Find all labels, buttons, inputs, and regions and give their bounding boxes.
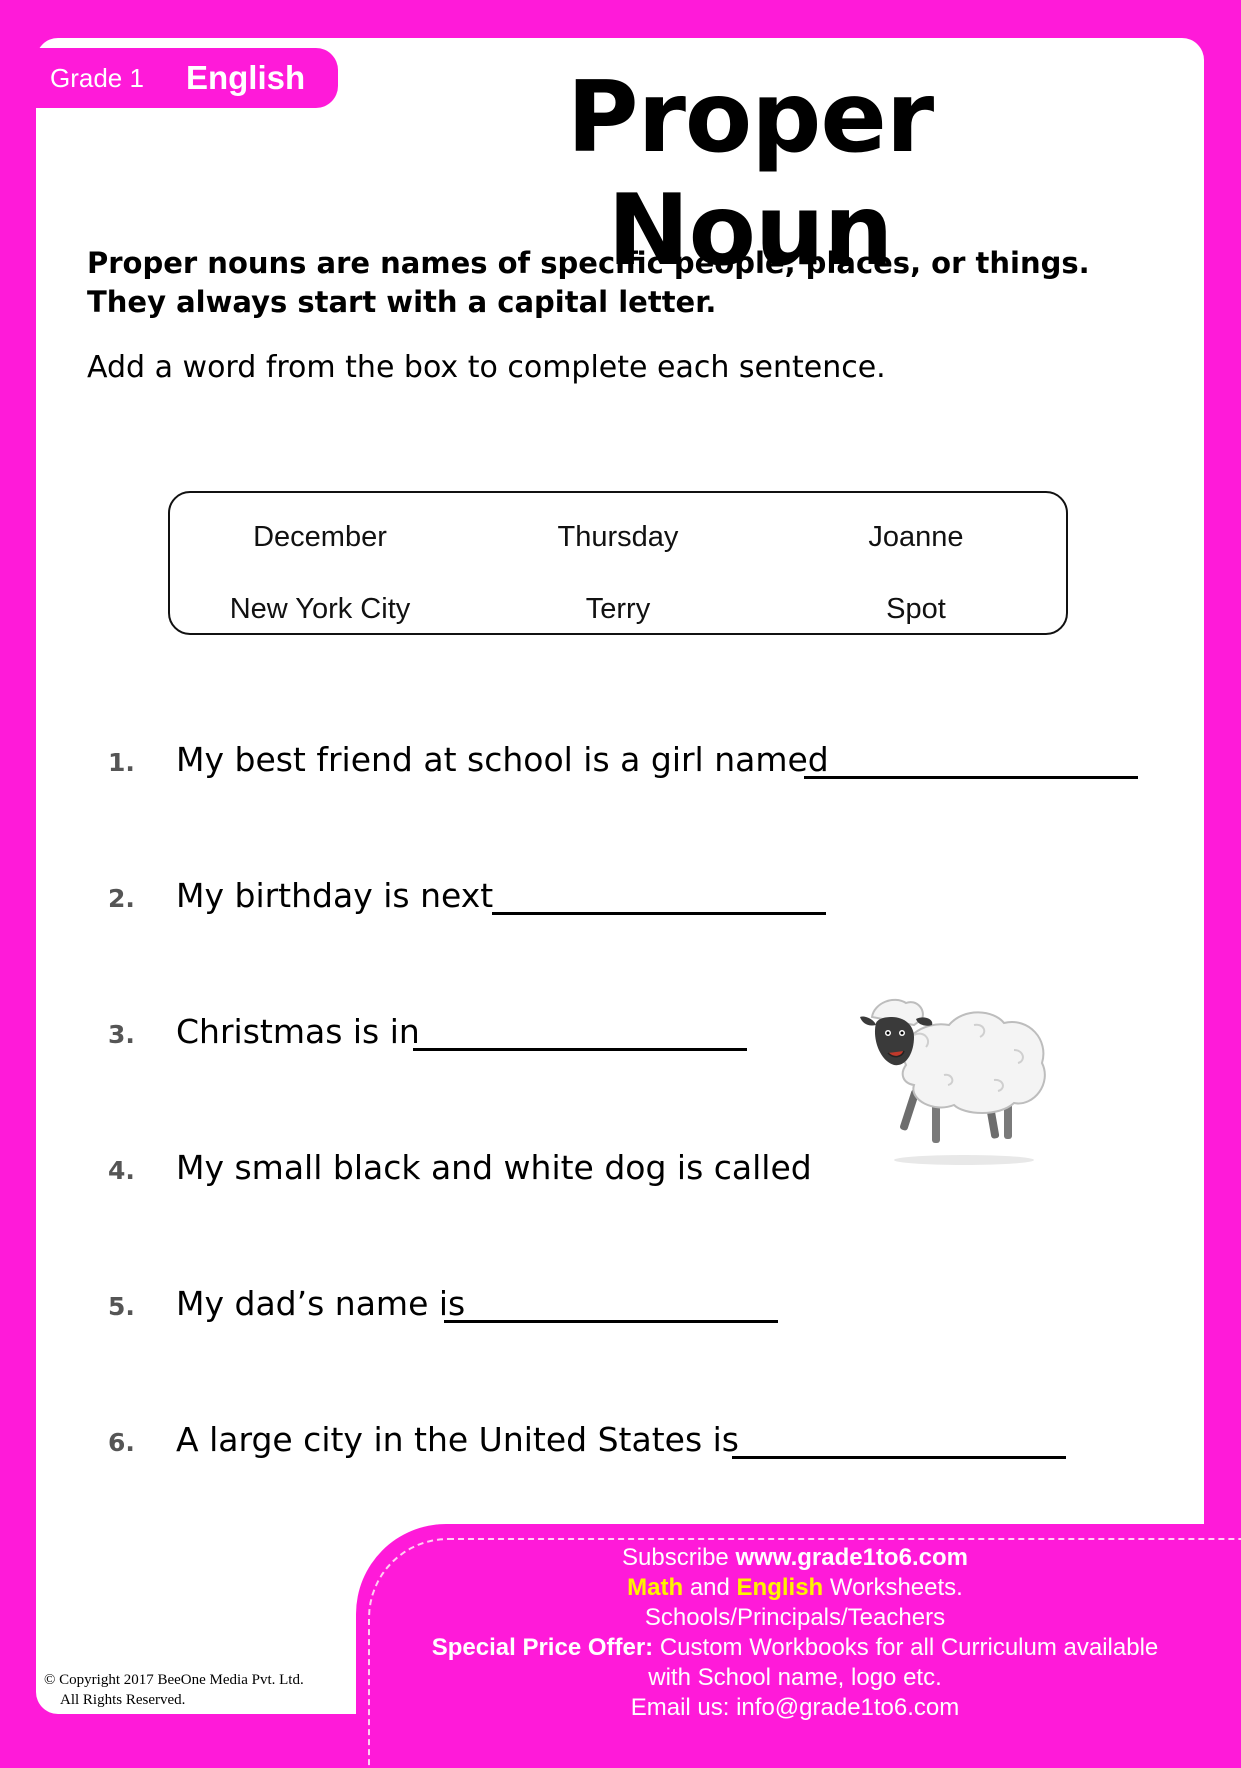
- sheep-icon: [854, 995, 1054, 1165]
- word-option: Joanne: [868, 521, 964, 553]
- word-option: Thursday: [557, 521, 679, 553]
- footer-promo: [380, 1543, 1210, 1723]
- word-box: [168, 491, 1068, 635]
- website-link[interactable]: www.grade1to6.com: [735, 1544, 968, 1571]
- definition-line-2: They always start with a capital letter.: [87, 285, 717, 319]
- question-number: 3.: [108, 1020, 135, 1049]
- subscribe-label: Subscribe: [622, 1544, 729, 1571]
- offer-label: Special Price Offer:: [431, 1634, 654, 1661]
- footer-worksheets-line: [380, 1573, 1210, 1603]
- question-text: A large city in the United States is: [176, 1420, 739, 1459]
- copyright-line-2: All Rights Reserved.: [60, 1692, 186, 1708]
- math-label: Math: [627, 1574, 684, 1601]
- instruction-text: Add a word from the box to complete each sentence.: [87, 350, 886, 385]
- subject-label: English: [185, 59, 306, 96]
- english-label: English: [736, 1574, 824, 1601]
- offer-text: Custom Workbooks for all Curriculum available: [659, 1634, 1159, 1661]
- word-option: Terry: [585, 593, 651, 625]
- and-label: and: [689, 1574, 730, 1601]
- audience-line: Schools/Principals/Teachers: [644, 1604, 946, 1631]
- copyright-line-1: © Copyright 2017 BeeOne Media Pvt. Ltd.: [44, 1672, 304, 1688]
- answer-blank[interactable]: [804, 776, 1138, 779]
- offer-line: [380, 1633, 1210, 1663]
- answer-blank[interactable]: [444, 1320, 778, 1323]
- email-line[interactable]: Email us: info@grade1to6.com: [630, 1694, 960, 1721]
- question-text: Christmas is in: [176, 1012, 420, 1051]
- question-text: My best friend at school is a girl named: [176, 740, 829, 779]
- question-number: 4.: [108, 1156, 135, 1185]
- grade-label: Grade 1: [50, 62, 144, 93]
- question-number: 5.: [108, 1292, 135, 1321]
- question-number: 6.: [108, 1428, 135, 1457]
- definition-line-1: Proper nouns are names of specific people, places, or things.: [87, 246, 1090, 280]
- word-option: December: [253, 521, 387, 553]
- answer-blank[interactable]: [413, 1048, 747, 1051]
- worksheets-label: Worksheets.: [829, 1574, 963, 1601]
- question-number: 2.: [108, 884, 135, 913]
- answer-blank[interactable]: [732, 1456, 1066, 1459]
- question-text: My small black and white dog is called: [176, 1148, 812, 1187]
- word-option: Spot: [886, 593, 946, 625]
- question-text: My dad’s name is: [176, 1284, 466, 1323]
- definition-text: [87, 244, 1147, 322]
- footer-subscribe-line: [380, 1543, 1210, 1573]
- question-text: My birthday is next: [176, 876, 494, 915]
- grade-subject-tab: [34, 48, 338, 108]
- answer-blank[interactable]: [492, 912, 826, 915]
- offer-line-2: with School name, logo etc.: [648, 1664, 942, 1691]
- question-number: 1.: [108, 748, 135, 777]
- word-option: New York City: [229, 593, 411, 625]
- page-title: Proper Noun: [566, 61, 934, 288]
- copyright-notice: [44, 1670, 344, 1710]
